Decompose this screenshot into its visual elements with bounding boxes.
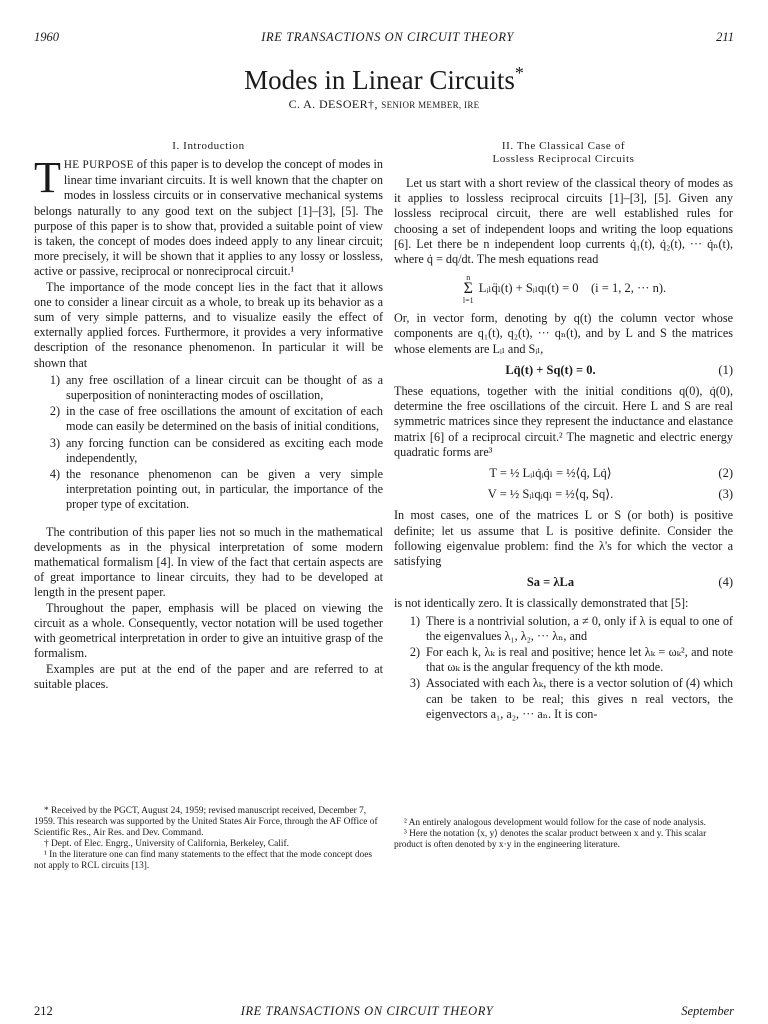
footnote-1: ¹ In the literature one can find many statements to the effect that the mode concept does not apply to RCL circuits [13]. <box>34 850 373 871</box>
footer-page-number: 212 <box>34 1004 53 1018</box>
footnote-3: ³ Here the notation ⟨x, y⟩ denotes the scalar product between x and y. This scalar product is often denoted by x·y in the engineering literature. <box>394 829 707 850</box>
left-footnotes <box>34 806 383 872</box>
equation-2: T = ½ Lᵢₗq̇ᵢq̇ₗ = ½⟨q̇, Lq̇⟩ (2) <box>489 466 733 481</box>
running-head <box>34 30 734 45</box>
paragraph-positive-definite: In most cases, one of the matrices L or S (or both) is positive definite; let us assume that L is positive definite. Consider the following eigenvalue problem: find the λ's for which the vector a satisfying <box>394 508 733 569</box>
paper-title: Modes in Linear Circuits* <box>244 63 524 95</box>
paragraph-contribution: The contribution of this paper lies not so much in the mathematical developments as in the physical interpretation of some modern mathematical formalism [4]. In view of the fact that certain aspects are of great importance to linear circuits, they had to be developed at length in the present paper. <box>34 524 383 600</box>
footnote-2: ² An entirely analogous development would follow for the case of node analysis. <box>404 818 706 828</box>
right-footnotes <box>394 818 733 851</box>
paragraph-throughout: Throughout the paper, emphasis will be placed on viewing the circuit as a whole. Consequently, vector notation will be used together with geometrical interpretation in order to give an intuitive grasp of the formalism. <box>34 600 383 661</box>
intro-text: of this paper is to develop the concept of modes in linear time invariant circuits. It is well known that the chapter on modes in lossless circuits or in conservative mechanical systems belongs naturally to any good text on the subject [1]–[3], [5]. The purpose of this paper is to show that, provided a suitable point of view is taken, the concept of modes does indeed apply to any linear circuit; more precisely, it will be shown that it applies to any lossy or lossless, active or passive, reciprocal or nonreciprocal circuit.¹ <box>34 157 383 279</box>
list-item: 2) in the case of free oscillations the amount of excitation of each mode can easily be determined on the basis of initial conditions, <box>49 404 383 434</box>
list-item: 1) any free oscillation of a linear circuit can be thought of as a superposition of noninteracting modes of oscillation, <box>49 372 383 403</box>
header-journal: IRE TRANSACTIONS ON CIRCUIT THEORY <box>261 30 514 44</box>
equation-mesh: n Σ l=1 Lᵢₗq̈ₗ(t) + Sᵢₗqₗ(t) = 0 (i = 1, 2, ··· n). <box>462 273 667 306</box>
paragraph-examples: Examples are put at the end of the paper and are referred to at suitable places. <box>34 661 383 691</box>
author-byline <box>0 97 768 112</box>
section-heading-introduction: I. Introduction <box>172 140 245 152</box>
section-heading-classical-case: II. The Classical Case of Lossless Reciprocal Circuits <box>492 140 635 165</box>
author-role: SENIOR MEMBER, IRE <box>381 100 480 110</box>
right-column <box>394 140 733 726</box>
left-column <box>34 140 383 692</box>
page-footer <box>34 1004 734 1019</box>
footnote-affiliation: † Dept. of Elec. Engrg., University of California, Berkeley, Calif. <box>44 839 289 849</box>
list-item: 2) For each k, λₖ is real and positive; hence let λₖ = ωₖ², and note that ωₖ is the angular frequency of the kth mode. <box>409 645 733 675</box>
footer-month: September <box>681 1004 734 1018</box>
paragraph-review: Let us start with a short review of the classical theory of modes as it applies to lossless reciprocal circuits [1]–[3], [5]. Given any lossless reciprocal circuit, there are well established rules for choosing a set of independent loops and writing the loop equations [6]. Let there be n independent loop currents q̇₁(t), q̇₂(t), ··· q̇ₙ(t), where q̇ = dq/dt. The mesh equations read <box>394 176 733 267</box>
equation-4: Sa = λLa (4) <box>526 575 733 590</box>
list-item: 3) Associated with each λₖ, there is a vector solution of (4) which can be taken to be real; this gives n real vectors, the eigenvectors a₁, a₂, ··· aₙ. It is con- <box>409 676 733 721</box>
drop-cap: T <box>34 153 61 202</box>
author-name: C. A. DESOER†, <box>288 97 378 111</box>
right-list <box>394 614 733 722</box>
list-item: 4) the resonance phenomenon can be given a very simple interpretation pointing out, in particular, the importance of the proper type of excitation. <box>49 467 383 512</box>
equation-1: Lq̈(t) + Sq(t) = 0. (1) <box>505 362 733 377</box>
paragraph-equations: These equations, together with the initial conditions q(0), q̇(0), determine the free oscillations of the circuit. Here L and S are real symmetric matrices since they represent the inductance and elastance matrix [6] of a reciprocal circuit.² The magnetic and electric energy quadratic forms are³ <box>394 384 733 459</box>
footnote-received: * Received by the PGCT, August 24, 1959; revised manuscript received, December 7, 1959. This research was supported by the United States Air Force, through the AF Office of Scientific Res., Air Res. and Dev. Command. <box>34 806 378 838</box>
title-footnote-mark: * <box>514 63 524 83</box>
footer-journal: IRE TRANSACTIONS ON CIRCUIT THEORY <box>240 1004 494 1018</box>
equation-3: V = ½ Sᵢₗqᵢqₗ = ½⟨q, Sq⟩. (3) <box>487 487 733 502</box>
intro-small-caps: HE PURPOSE <box>63 159 134 171</box>
paragraph-classically: is not identically zero. It is classically demonstrated that [5]: <box>394 596 689 611</box>
list-item: 1) There is a nontrivial solution, a ≠ 0, only if λ is equal to one of the eigenvalues λ₁, λ₂, ··· λₙ, and <box>409 613 733 643</box>
header-page-number: 211 <box>716 30 734 44</box>
paragraph-vector-form: Or, in vector form, denoting by q(t) the column vector whose components are q₁(t), q₂(t), ··· qₙ(t), and by L and S the matrices whose elements are Lᵢₗ and Sᵢₗ, <box>394 311 733 356</box>
list-item: 3) any forcing function can be considered as exciting each mode independently, <box>49 435 383 465</box>
paragraph-importance: The importance of the mode concept lies in the fact that it allows one to consider a linear circuit as a whole, to break up its behavior as a sum of very simple patterns, and to visualize easily the effect of externally applied forces. Furthermore, it provides a very informative description of the resonance phenomenon. In particular it will be shown that <box>34 279 383 370</box>
intro-paragraph <box>34 153 383 280</box>
left-list <box>34 373 383 513</box>
header-year: 1960 <box>34 30 59 44</box>
